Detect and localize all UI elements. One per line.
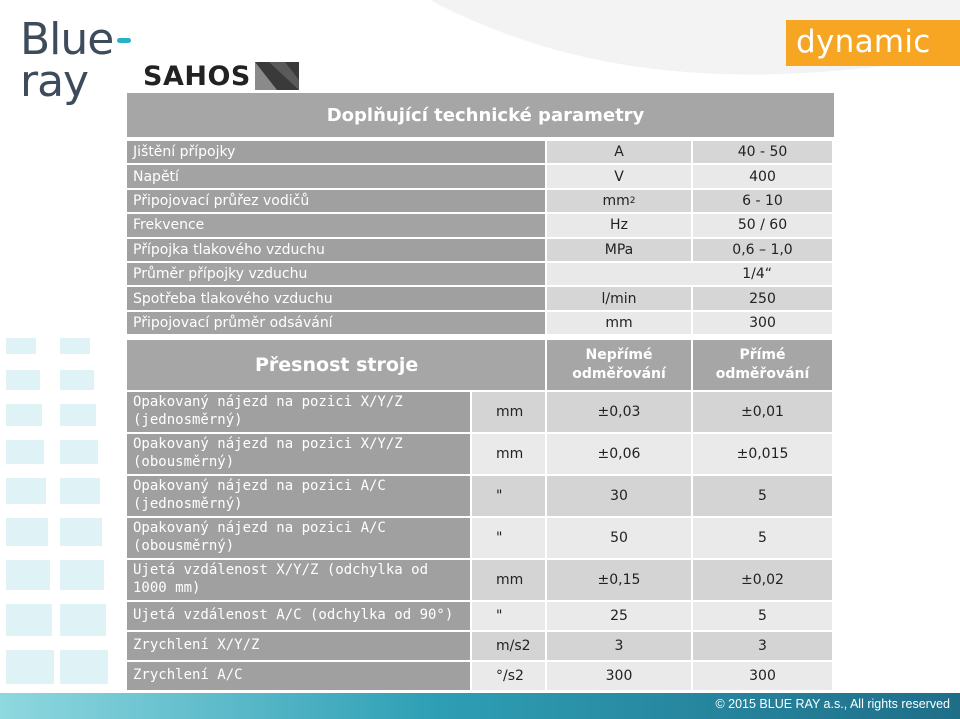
table-row <box>127 263 834 287</box>
precision-direct-value: 5 <box>693 476 834 516</box>
table-row <box>127 434 834 476</box>
param-value: 1/4“ <box>547 263 834 287</box>
precision-name: Opakovaný nájezd na pozici A/C (jednosměrný) <box>127 476 472 516</box>
table-row <box>127 141 834 165</box>
precision-unit: mm <box>472 434 547 474</box>
param-value: 250 <box>693 287 834 311</box>
sheet-title: Doplňující technické parametry <box>127 93 834 137</box>
precision-indirect-value: 3 <box>547 632 693 660</box>
param-value: 0,6 – 1,0 <box>693 239 834 263</box>
param-name: Připojovací průměr odsávání <box>127 312 547 336</box>
precision-name: Ujetá vzdálenost A/C (odchylka od 90°) <box>127 602 472 630</box>
precision-direct-value: ±0,015 <box>693 434 834 474</box>
param-value: 6 - 10 <box>693 190 834 214</box>
param-name: Přípojka tlakového vzduchu <box>127 239 547 263</box>
param-unit: A <box>547 141 693 165</box>
precision-rows <box>127 392 834 692</box>
precision-direct-value: 3 <box>693 632 834 660</box>
param-value: 40 - 50 <box>693 141 834 165</box>
param-unit: V <box>547 165 693 189</box>
precision-unit: m/s2 <box>472 632 547 660</box>
table-row <box>127 287 834 311</box>
precision-header <box>127 340 834 390</box>
table-row <box>127 190 834 214</box>
precision-indirect-value: ±0,03 <box>547 392 693 432</box>
precision-indirect-value: 30 <box>547 476 693 516</box>
param-value: 300 <box>693 312 834 336</box>
table-row <box>127 476 834 518</box>
param-name: Jištění přípojky <box>127 141 547 165</box>
table-row <box>127 662 834 692</box>
param-unit: Hz <box>547 214 693 238</box>
params-table <box>127 141 834 336</box>
param-name: Připojovací průřez vodičů <box>127 190 547 214</box>
precision-name: Ujetá vzdálenost X/Y/Z (odchylka od 1000 mm) <box>127 560 472 600</box>
precision-direct-value: 300 <box>693 662 834 690</box>
precision-name: Opakovaný nájezd na pozici A/C (obousměrný) <box>127 518 472 558</box>
param-unit <box>547 190 693 214</box>
precision-indirect-value: ±0,15 <box>547 560 693 600</box>
precision-unit: " <box>472 476 547 516</box>
param-value: 400 <box>693 165 834 189</box>
precision-name: Zrychlení X/Y/Z <box>127 632 472 660</box>
table-row <box>127 632 834 662</box>
precision-unit: " <box>472 602 547 630</box>
precision-title: Přesnost stroje <box>127 340 547 390</box>
table-row <box>127 165 834 189</box>
param-unit-exponent: 2 <box>629 195 636 206</box>
precision-direct-value: ±0,01 <box>693 392 834 432</box>
precision-unit: mm <box>472 392 547 432</box>
param-unit-base: mm <box>602 192 630 209</box>
table-row <box>127 214 834 238</box>
sahos-logo <box>143 60 299 92</box>
param-unit: MPa <box>547 239 693 263</box>
precision-name: Zrychlení A/C <box>127 662 472 690</box>
precision-direct-value: 5 <box>693 602 834 630</box>
param-unit: mm <box>547 312 693 336</box>
column-header-direct: Přímé odměřování <box>693 340 834 390</box>
precision-indirect-value: 300 <box>547 662 693 690</box>
copyright-notice: © 2015 BLUE RAY a.s., All rights reserved <box>715 697 950 711</box>
precision-name: Opakovaný nájezd na pozici X/Y/Z (jednosměrný) <box>127 392 472 432</box>
column-header-indirect: Nepřímé odměřování <box>547 340 693 390</box>
blueray-logo <box>20 14 135 108</box>
param-name: Napětí <box>127 165 547 189</box>
param-name: Frekvence <box>127 214 547 238</box>
precision-direct-value: 5 <box>693 518 834 558</box>
precision-table <box>127 340 834 692</box>
table-row <box>127 392 834 434</box>
precision-indirect-value: 25 <box>547 602 693 630</box>
blueray-logo-line1: Blue <box>20 14 114 65</box>
spec-sheet <box>127 93 834 692</box>
blueray-accent-mark <box>117 38 131 43</box>
param-name: Průměr přípojky vzduchu <box>127 263 547 287</box>
precision-name: Opakovaný nájezd na pozici X/Y/Z (obousměrný) <box>127 434 472 474</box>
precision-unit: mm <box>472 560 547 600</box>
precision-direct-value: ±0,02 <box>693 560 834 600</box>
table-row <box>127 239 834 263</box>
table-row <box>127 602 834 632</box>
param-value: 50 / 60 <box>693 214 834 238</box>
blueray-logo-line2: ray <box>20 56 89 107</box>
param-name: Spotřeba tlakového vzduchu <box>127 287 547 311</box>
param-unit: l/min <box>547 287 693 311</box>
sahos-mark-icon <box>255 62 299 90</box>
dynamic-badge: dynamic <box>786 20 960 66</box>
precision-unit: °/s2 <box>472 662 547 690</box>
table-row <box>127 560 834 602</box>
precision-indirect-value: ±0,06 <box>547 434 693 474</box>
table-row <box>127 312 834 336</box>
precision-indirect-value: 50 <box>547 518 693 558</box>
table-row <box>127 518 834 560</box>
sahos-wordmark: SAHOS <box>143 60 251 92</box>
precision-unit: " <box>472 518 547 558</box>
